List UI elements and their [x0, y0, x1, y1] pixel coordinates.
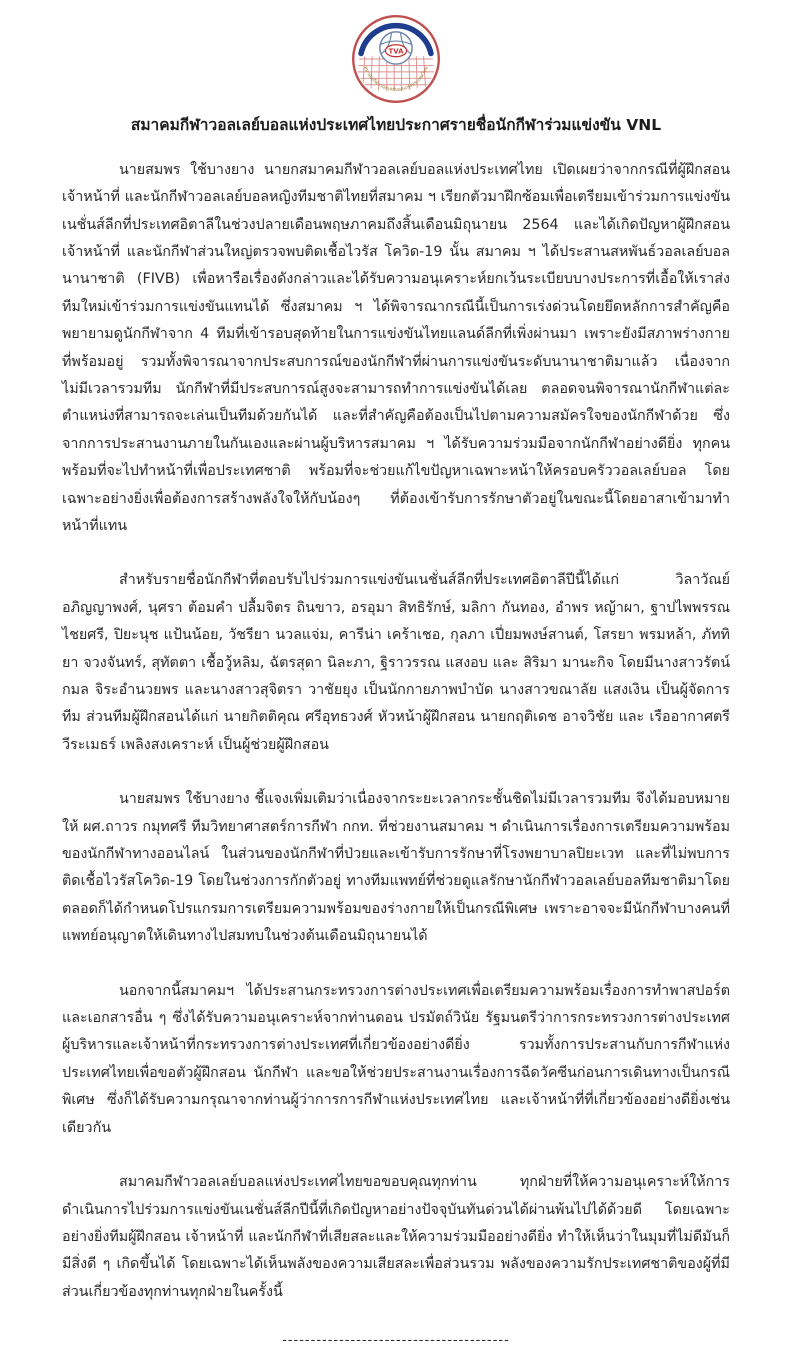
paragraph-announcement: นายสมพร ใช้บางยาง นายกสมาคมกีฬาวอลเลย์บอลแห่งประเทศไทย เปิดเผยว่าจากกรณีที่ผู้ฝึกสอน เจ้าหน้าที่ และนักกีฬาวอลเลย์บอลหญิงทีมชาติไทยที่สมาคม ฯ เรียกตัวมาฝึกซ้อมเพื่อเตรียมเข้าร่วมการแข่งขันเนชั่นส์ลีกที่ประเทศอิตาลีในช่วงปลายเดือนพฤษภาคมถึงสิ้นเดือนมิถุนายน 2564 และได้เกิดปัญหาผู้ฝึกสอน เจ้าหน้าที่ และนักกีฬาส่วนใหญ่ตรวจพบติดเชื้อไวรัส โควิด-19 นั้น สมาคม ฯ ได้ประสานสหพันธ์วอลเลย์บอลนานาชาติ (FIVB) เพื่อหารือเรื่องดังกล่าวและได้รับความอนุเคราะห์ยกเว้นระเบียบบางประการที่เอื้อให้เราส่งทีมใหม่เข้าร่วมการแข่งขันแทนได้ ซึ่งสมาคม ฯ ได้พิจารณากรณีนี้เป็นการเร่งด่วนโดยยึดหลักการสำคัญคือ พยายามดูนักกีฬาจาก 4 ทีมที่เข้ารอบสุดท้ายในการแข่งขันไทยแลนด์ลีกที่เพิ่งผ่านมา เพราะยังมีสภาพร่างกายที่พร้อมอยู่ รวมทั้งพิจารณาจากประสบการณ์ของนักกีฬาที่ผ่านการแข่งขันระดับนานาชาติมาแล้ว เนื่องจากไม่มีเวลารวมทีม นักกีฬาที่มีประสบการณ์สูงจะสามารถทำการแข่งขันได้เลย ตลอดจนพิจารณานักกีฬาแต่ละตำแหน่งที่สามารถจะเล่นเป็นทีมด้วยกันได้ และที่สำคัญคือต้องเป็นไปตามความสมัครใจของนักกีฬาด้วย ซึ่งจากการประสานงานภายในกันเองและผ่านผู้บริหารสมาคม ฯ ได้รับความร่วมมือจากนักกีฬาอย่างดียิ่ง ทุกคนพร้อมที่จะไปทำหน้าที่เพื่อประเทศชาติ พร้อมที่จะช่วยแก้ไขปัญหาเฉพาะหน้าให้ครอบครัววอลเลย์บอล โดยเฉพาะอย่างยิ่งเพื่อต้องการสร้างพลังใจให้กับน้องๆ ที่ต้องเข้ารับการรักษาตัวอยู่ในขณะนี้โดยอาสาเข้ามาทำหน้าที่แทน	[62, 161, 730, 534]
paragraph-preparation: นายสมพร ใช้บางยาง ชี้แจงเพิ่มเติมว่าเนื่องจากระยะเวลากระชั้นชิดไม่มีเวลารวมทีม จึงได้มอบหมายให้ ผศ.ถาวร กมุทศรี ทีมวิทยาศาสตร์การกีฬา กกท. ที่ช่วยงานสมาคม ฯ ดำเนินการเรื่องการเตรียมความพร้อมของนักกีฬาทางออนไลน์ ในส่วนของนักกีฬาที่ป่วยและเข้ารับการรักษาที่โรงพยาบาลปิยะเวท และที่ไม่พบการติดเชื้อไวรัสโควิด-19 โดยในช่วงการกักตัวอยู่ ทางทีมแพทย์ที่ช่วยดูแลรักษานักกีฬาวอลเลย์บอลทีมชาติมาโดยตลอดก็ได้กำหนดโปรแกรมการเตรียมความพร้อมของร่างกายให้เป็นกรณีพิเศษ เพราะอาจจะมีนักกีฬาบางคนที่แพทย์อนุญาตให้เดินทางไปสมทบในช่วงต้นเดือนมิถุนายนได้	[62, 791, 730, 945]
tva-logo-icon	[350, 13, 442, 105]
paragraph-roster: สำหรับรายชื่อนักกีฬาที่ตอบรับไปร่วมการแข่งขันเนชั่นส์ลีกที่ประเทศอิตาลีปีนี้ได้แก่ วิลาวัณย์ อภิญญาพงศ์, นุศรา ต้อมคำ ปลื้มจิตร ถินขาว, อรอุมา สิทธิรักษ์, มลิกา กันทอง, อำพร หญ้าผา, ฐาปไพพรรณ ไชยศรี, ปิยะนุช แป้นน้อย, วัชรียา นวลแจ่ม, คารีน่า เคร้าเชอ, กุลภา เปี่ยมพงษ์สานต์, โสรยา พรมหล้า, ภัททิยา จวงจันทร์, สุทัตตา เชื้อวู้หลิม, ฉัตรสุดา นิละภา, ฐิราวรรณ แสงอบ และ สิริมา มานะกิจ โดยมีนางสาวรัตน์กมล จิระอำนวยพร และนางสาวสุจิตรา วาชัยยุง เป็นนักกายภาพบำบัด นางสาวขณาลัย แสงเงิน เป็นผู้จัดการทีม ส่วนทีมผู้ฝึกสอนได้แก่ นายกิตติคุณ ศรีอุทธวงศ์ หัวหน้าผู้ฝึกสอน นายกฤติเดช อาจวิชัย และ เรืออากาศตรีวีระเมธร์ เพลิงสงเคราะห์ เป็นผู้ช่วยผู้ฝึกสอน	[62, 572, 730, 753]
volleyball-icon	[380, 32, 412, 64]
paragraph-thanks: สมาคมกีฬาวอลเลย์บอลแห่งประเทศไทยขอขอบคุณทุกท่าน ทุกฝ่ายที่ให้ความอนุเคราะห์ให้การดำเนินการไปร่วมการแข่งขันเนชั่นส์ลีกปีนี้ที่เกิดปัญหาอย่างปัจจุบันทันด่วนได้ผ่านพ้นไปได้ด้วยดี โดยเฉพาะอย่างยิ่งทีมผู้ฝึกสอน เจ้าหน้าที่ และนักกีฬาที่เสียสละและให้ความร่วมมืออย่างดียิ่ง ทำให้เห็นว่าในมุมที่ไม่ดีมันก็มีสิ่งดี ๆ เกิดขึ้นได้ โดยเฉพาะได้เห็นพลังของความเสียสละเพื่อส่วนรวม พลังของความรักประเทศชาติของผู้ที่มีส่วนเกี่ยวข้องทุกท่านทุกฝ่ายในครั้งนี้	[62, 1174, 730, 1300]
paragraph-ministry: นอกจากนี้สมาคมฯ ได้ประสานกระทรวงการต่างประเทศเพื่อเตรียมความพร้อมเรื่องการทำพาสปอร์ต และเอกสารอื่น ๆ ซึ่งได้รับความอนุเคราะห์จากท่านดอน ปรมัตถ์วินัย รัฐมนตรีว่าการกระทรวงการต่างประเทศ ผู้บริหารและเจ้าหน้าที่กระทรวงการต่างประเทศที่เกี่ยวข้องอย่างดียิ่ง รวมทั้งการประสานกับการกีฬาแห่งประเทศไทยเพื่อขอตัวผู้ฝึกสอน นักกีฬา และขอให้ช่วยประสานงานเรื่องการฉีดวัคซีนก่อนการเดินทางเป็นกรณีพิเศษ ซึ่งก็ได้รับความกรุณาจากท่านผู้ว่าการการกีฬาแห่งประเทศไทย และเจ้าหน้าที่ที่เกี่ยวข้องอย่างดียิ่งเช่นเดียวกัน	[62, 982, 730, 1136]
logo-container	[62, 13, 730, 109]
logo-tva-text: TVA	[388, 47, 404, 56]
logo-ring-text: สมาคมกีฬาวอลเลย์บอลแห่งประเทศไทย	[362, 65, 430, 93]
end-separator: ----------------------------------------	[282, 1333, 510, 1348]
document-title: สมาคมกีฬาวอลเลย์บอลแห่งประเทศไทยประกาศรายชื่อนักกีฬาร่วมแข่งขัน VNL	[130, 116, 662, 134]
